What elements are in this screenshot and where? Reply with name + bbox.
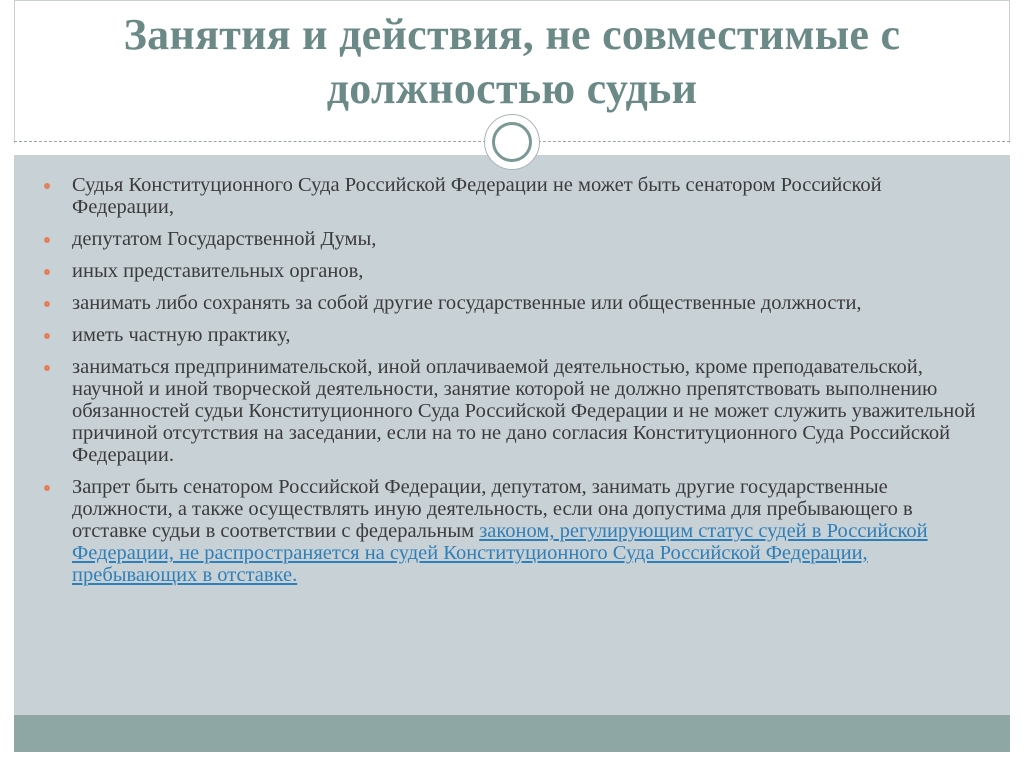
bottom-band — [14, 715, 1010, 752]
list-item — [44, 292, 984, 314]
list-item — [44, 356, 984, 466]
list-item — [44, 324, 984, 346]
bullet-dot-icon — [44, 333, 50, 339]
circle-ornament-icon — [484, 114, 540, 170]
list-item — [44, 174, 984, 218]
circle-ornament-inner — [492, 122, 532, 162]
frame-left-line — [14, 0, 15, 143]
list-item-text: иметь частную практику, — [72, 324, 291, 346]
slide-title — [30, 8, 994, 116]
list-item-text: Судья Конституционного Суда Российской Федерации не может быть сенатором Российской Федерации, — [72, 174, 882, 218]
bullet-list — [44, 174, 984, 596]
bullet-dot-icon — [44, 301, 50, 307]
bullet-dot-icon — [44, 485, 50, 491]
list-item-text: Запрет быть сенатором Российской Федерации, депутатом, занимать другие государственные должности, а также осуществлять иную деятельность, если она допустима для пребывающего в отставке судьи в соответствии с федеральным — [72, 476, 913, 542]
list-item — [44, 476, 984, 586]
list-item-text: занимать либо сохранять за собой другие государственные или общественные должности, — [72, 292, 862, 314]
list-item-text: заниматься предпринимательской, иной оплачиваемой деятельностью, кроме преподавательской, научной и иной творческой деятельности, занятие которой не должно препятствовать выполнению обязанностей судьи Конституционного Суда Российской Федерации и не может служить уважительной причиной отсутствия на заседании, если на то не дано согласия Конституционного Суда Российской Федерации. — [72, 356, 976, 466]
bullet-dot-icon — [44, 183, 50, 189]
bullet-dot-icon — [44, 365, 50, 371]
frame-top-line — [14, 0, 1010, 1]
slide-title-line-2: должностью судьи — [326, 64, 698, 113]
law-link[interactable]: законом, регулирующим статус судей в Российской Федерации, не распространяется на судей Конституционного Суда Российской Федерации, пребывающих в отставке. — [72, 520, 928, 586]
bullet-dot-icon — [44, 269, 50, 275]
frame-right-line — [1009, 0, 1010, 143]
bullet-dot-icon — [44, 237, 50, 243]
list-item — [44, 228, 984, 250]
list-item-text: иных представительных органов, — [72, 260, 364, 282]
slide-title-line-1: Занятия и действия, не совместимые с — [123, 10, 901, 59]
list-item-text: депутатом Государственной Думы, — [72, 228, 377, 250]
list-item — [44, 260, 984, 282]
